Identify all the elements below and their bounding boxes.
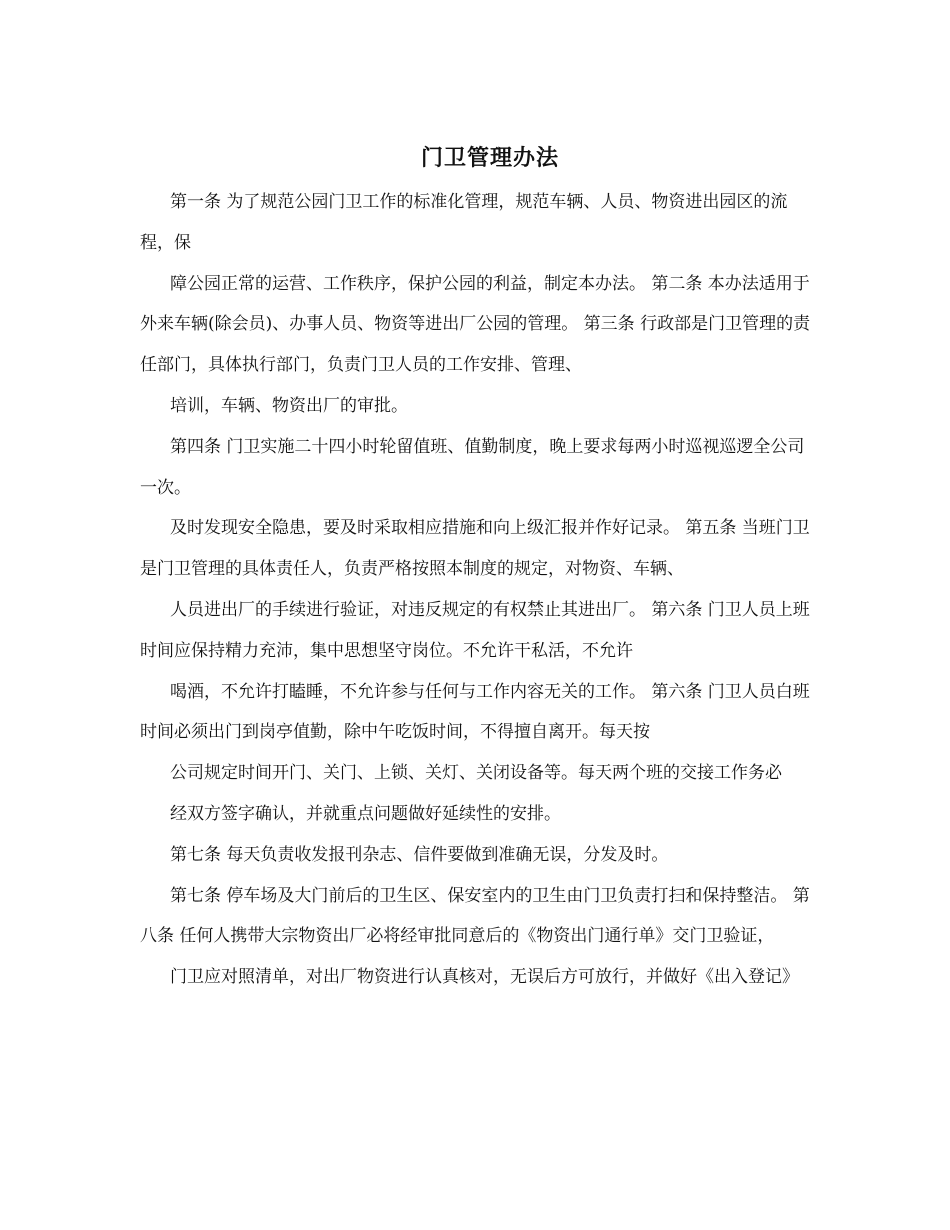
paragraph: 喝酒，不允许打瞌睡，不允许参与任何与工作内容无关的工作。 第六条 门卫人员白班时间必须出门到岗亭值勤，除中午吃饭时间，不得擅自离开。每天按 <box>140 681 810 743</box>
paragraph: 人员进出厂的手续进行验证，对违反规定的有权禁止其进出厂。 第六条 门卫人员上班时间应保持精力充沛，集中思想坚守岗位。不允许干私活，不允许 <box>140 599 810 661</box>
document-body <box>140 182 812 998</box>
paragraph: 公司规定时间开门、关门、上锁、关灯、关闭设备等。每天两个班的交接工作务必 <box>170 763 782 784</box>
paragraph: 第七条 停车场及大门前后的卫生区、保安室内的卫生由门卫负责打扫和保持整洁。 第八条 任何人携带大宗物资出厂必将经审批同意后的《物资出门通行单》交门卫验证， <box>140 885 810 947</box>
document-title: 门卫管理办法 <box>420 145 559 171</box>
paragraph: 培训，车辆、物资出厂的审批。 <box>170 395 408 416</box>
paragraph: 经双方签字确认，并就重点问题做好延续性的安排。 <box>170 803 561 824</box>
paragraph: 第七条 每天负责收发报刊杂志、信件要做到准确无误，分发及时。 <box>170 844 669 865</box>
paragraph: 第四条 门卫实施二十四小时轮留值班、值勤制度，晚上要求每两小时巡视巡逻全公司一次。 <box>140 436 805 498</box>
paragraph: 第一条 为了规范公园门卫工作的标准化管理，规范车辆、人员、物资进出园区的流程，保 <box>140 192 788 253</box>
paragraph: 门卫应对照清单，对出厂物资进行认真核对，无误后方可放行，并做好《出入登记》 <box>170 967 799 988</box>
paragraph: 障公园正常的运营、工作秩序，保护公园的利益，制定本办法。 第二条 本办法适用于外来车辆(除会员)、办事人员、物资等进出厂公园的管理。 第三条 行政部是门卫管理的责任部门，具体执行部门，负责门卫人员的工作安排、管理、 <box>140 273 811 376</box>
paragraph: 及时发现安全隐患，要及时采取相应措施和向上级汇报并作好记录。 第五条 当班门卫是门卫管理的具体责任人，负责严格按照本制度的规定，对物资、车辆、 <box>140 518 810 580</box>
